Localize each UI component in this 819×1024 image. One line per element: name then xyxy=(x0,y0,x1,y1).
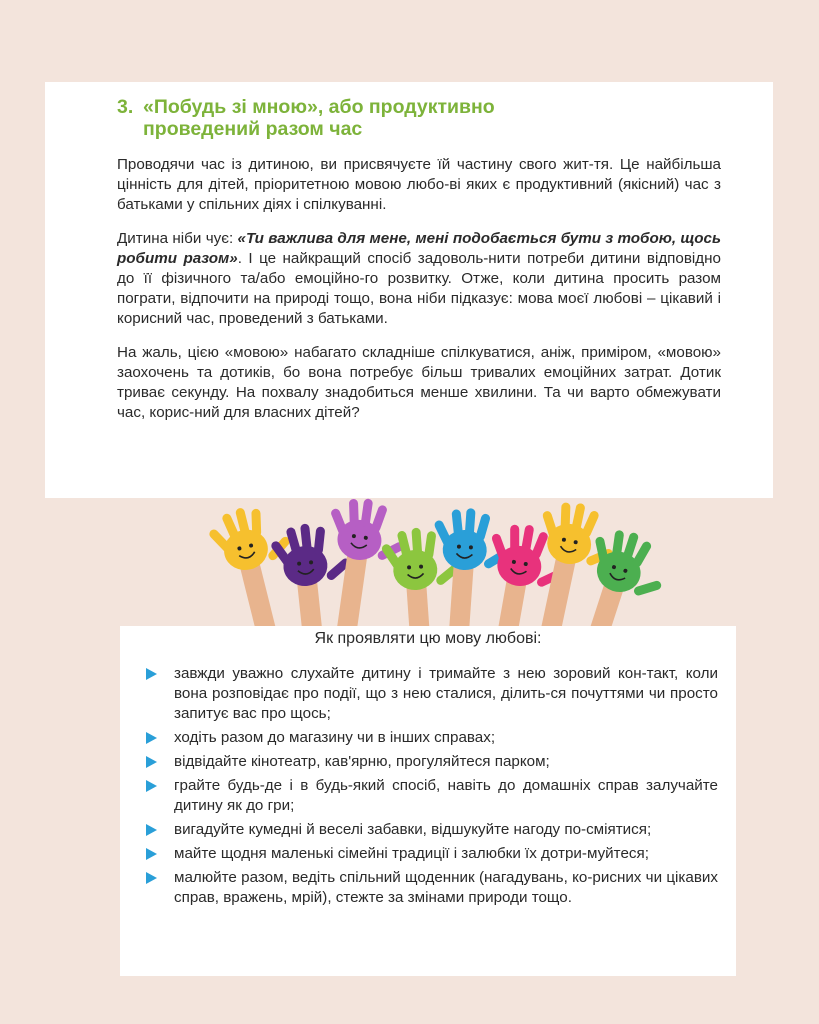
list-item-text: відвідайте кінотеатр, кав'ярню, прогуляйтеся парком; xyxy=(174,753,550,770)
list-item xyxy=(138,776,718,816)
finger xyxy=(330,507,349,536)
section-number: 3. xyxy=(117,96,134,118)
article-card xyxy=(45,82,773,498)
list-item xyxy=(138,844,718,864)
finger xyxy=(370,504,388,533)
finger xyxy=(349,499,359,527)
tips-list xyxy=(138,664,718,908)
list-item xyxy=(138,728,718,748)
paragraph-1: Проводячи час із дитиною, ви присвячуєте їй частину свого жит-тя. Це найбільша цінність для дітей, пріоритетною мовою любо-ві яких є продуктивний (якісний) час з батьками у спільних діях і спілкуванні. xyxy=(117,156,721,213)
list-item-text: грайте будь-де і в будь-який спосіб, навіть до домашніх справ залучайте дитину як до гри; xyxy=(174,777,718,814)
finger xyxy=(571,503,586,532)
list-item-text: майте щодня маленькі сімейні традиції і залюбки їх дотри-муйтеся; xyxy=(174,845,649,862)
paragraph-2-quote: «Ти важлива для мене, мені подобається бути з тобою, щось робити разом» xyxy=(117,230,721,267)
triangle-bullet-icon xyxy=(146,732,157,744)
triangle-bullet-icon xyxy=(146,756,157,768)
list-item xyxy=(138,752,718,772)
list-item-text: ходіть разом до магазину чи в інших справах; xyxy=(174,729,496,746)
section-heading xyxy=(117,96,721,140)
paragraph-2-lead: Дитина ніби чує: xyxy=(117,230,238,247)
section-title-line1: «Побудь зі мною», або продуктивно xyxy=(143,96,495,118)
finger xyxy=(313,526,325,555)
triangle-bullet-icon xyxy=(146,848,157,860)
finger xyxy=(530,531,549,560)
finger xyxy=(521,524,535,553)
triangle-bullet-icon xyxy=(146,872,157,884)
list-item-text: вигадуйте кумедні й веселі забавки, відшукуйте нагоду по-сміятися; xyxy=(174,821,652,838)
finger xyxy=(360,498,373,527)
triangle-bullet-icon xyxy=(146,780,157,792)
arm xyxy=(540,556,576,626)
triangle-bullet-icon xyxy=(146,668,157,680)
finger xyxy=(433,519,453,548)
finger xyxy=(424,531,437,560)
finger xyxy=(510,525,519,553)
finger xyxy=(475,513,491,542)
tips-title: Як проявляти цю мову любові: xyxy=(314,630,542,647)
finger xyxy=(251,509,261,537)
section-title-line2: проведений разом час xyxy=(143,118,363,140)
paragraph-3: На жаль, цією «мовою» набагато складніше спілкуватися, аніж, приміром, «мовою» заохочень та дотиків, бо вона потребує більш тривалих емоційних затрат. Дотик триває секунду. На похвалу знадобиться менше хвилини. Та чи варто обмежувати час, корис-ний для власних дітей? xyxy=(117,344,721,421)
list-item xyxy=(138,664,718,724)
triangle-bullet-icon xyxy=(146,824,157,836)
tips-card xyxy=(120,626,736,976)
finger xyxy=(561,502,571,530)
colorful-hands-icon xyxy=(200,496,670,626)
arm xyxy=(406,583,432,626)
list-item xyxy=(138,820,718,840)
arm xyxy=(297,579,325,626)
list-item xyxy=(138,868,718,908)
list-item-text: малюйте разом, ведіть спільний щоденник (нагадувань, ко-рисних чи цікавих справ, вражень, мрій), стежте за змінами природи тощо. xyxy=(174,869,718,906)
paragraph-2-rest: . І це найкращий спосіб задоволь-нити потреби дитини відповідно до її фізичного та/або емоційно-го розвитку. Отже, коли дитина просить разом пограти, відпочити на природі тощо, вона ніби підказує: мова моєї любові – цікавий і корисний час, проведений з батьками. xyxy=(117,250,721,327)
list-item-text: завжди уважно слухайте дитину і тримайте з нею зоровий кон-такт, коли вона розповідає про події, що з нею сталися, ділить-ся почуттями чи просто запитує вас про щось; xyxy=(174,665,718,722)
paragraph-2 xyxy=(117,229,721,329)
arm xyxy=(240,561,279,626)
